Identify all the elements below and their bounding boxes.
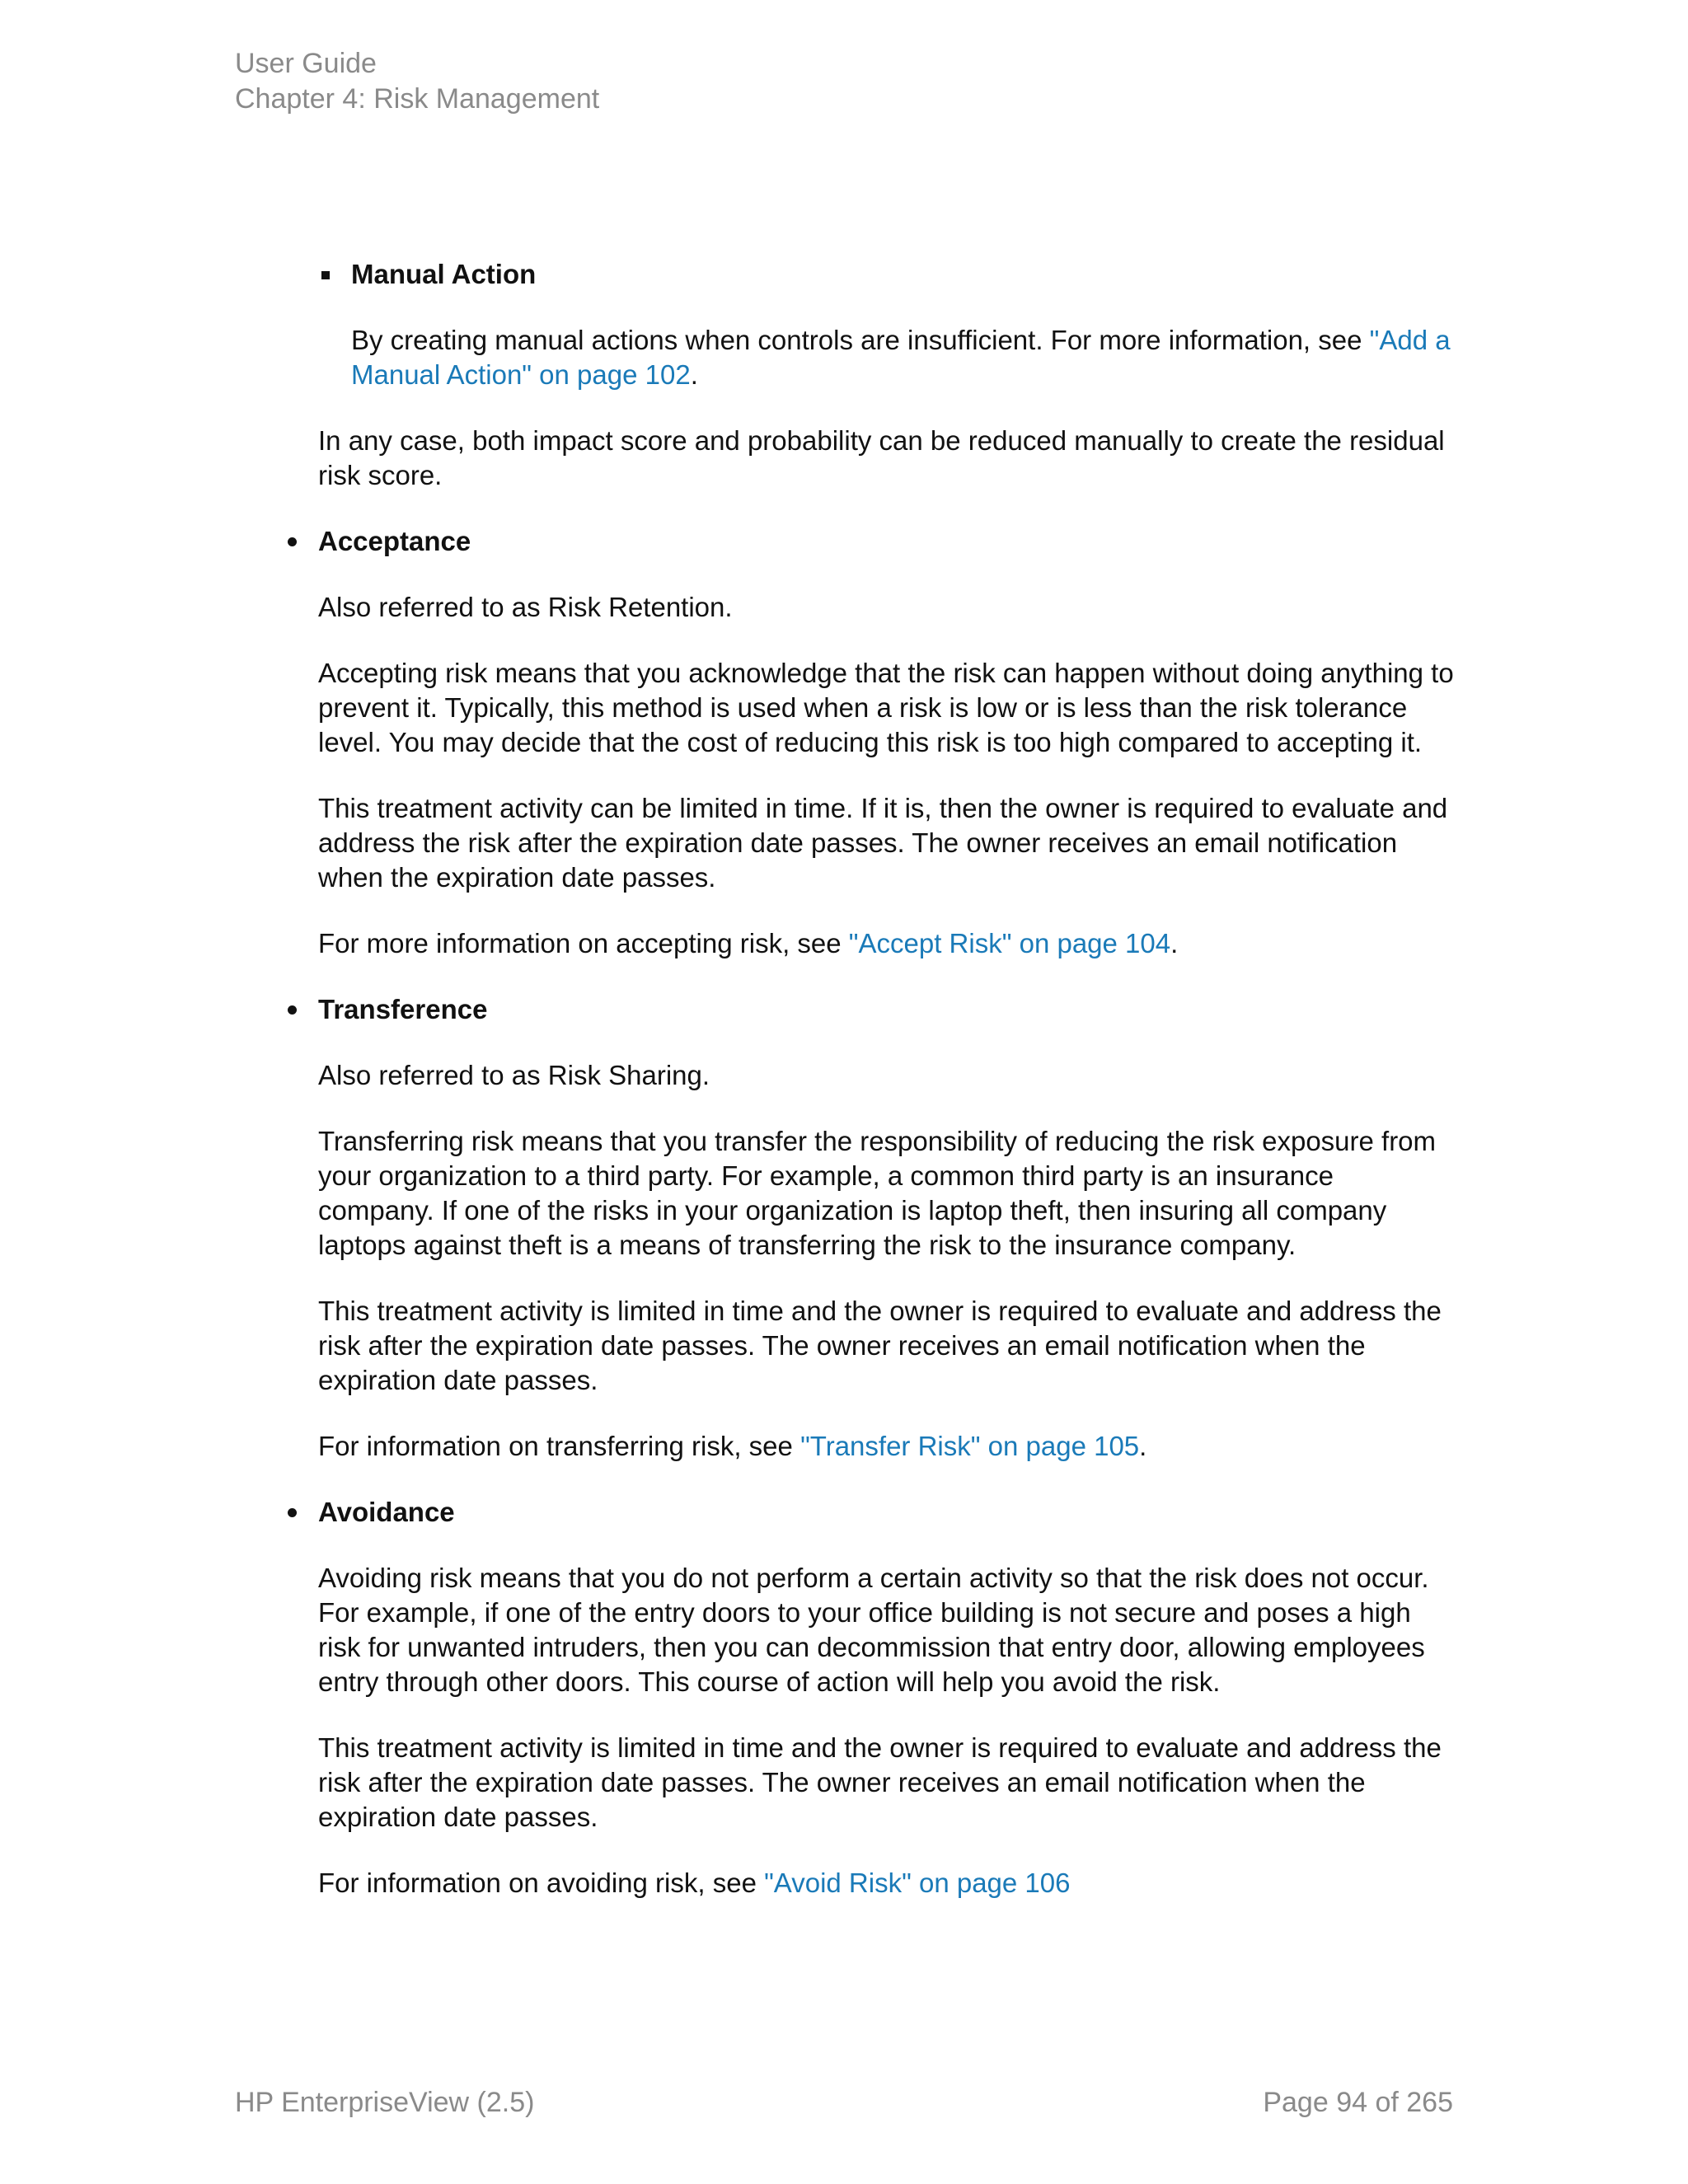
transference-heading: Transference [318,992,1456,1027]
transference-paragraph-3: This treatment activity is limited in time and the owner is required to evaluate and address the risk after the expiration date passes. The owner receives an email notification when the expiration date passes. [318,1296,1442,1395]
transference-paragraph-4: For information on transferring risk, see "Transfer Risk" on page 105. [318,1431,1147,1461]
manual-action-heading: Manual Action [351,257,1456,292]
transference-paragraph-2: Transferring risk means that you transfer the responsibility of reducing the risk exposure from your organization to a third party. For example, a common third party is an insurance company. If one of the risks in your organization is laptop theft, then insuring all company laptops against theft is a means of transferring the risk to the insurance company. [318,1126,1437,1260]
avoidance-paragraph-1: Avoiding risk means that you do not perform a certain activity so that the risk does not occur. For example, if one of the entry doors to your office building is not secure and poses a high risk for unwanted intruders, then you can decommission that entry door, allowing employees entry through other doors. This course of action will help you avoid the risk. [318,1563,1429,1697]
footer-page-number: Page 94 of 265 [1263,2087,1453,2118]
avoidance-heading: Avoidance [318,1495,1456,1530]
acceptance-paragraph-1: Also referred to as Risk Retention. [318,592,733,622]
avoid-risk-link[interactable]: "Avoid Risk" on page 106 [764,1868,1071,1898]
manual-action-text: By creating manual actions when controls are insufficient. For more information, see "Add a Manual Action" on page 102. [351,325,1451,390]
round-bullet-icon [288,1508,297,1517]
square-bullet-icon [321,271,330,279]
acceptance-paragraph-2: Accepting risk means that you acknowledge that the risk can happen without doing anything to prevent it. Typically, this method is used when a risk is low or is less than the risk tolerance level. You may decide that the cost of reducing this risk is too high compared to accepting it. [318,658,1454,757]
acceptance-heading: Acceptance [318,524,1456,559]
header-guide-title: User Guide [235,48,377,79]
acceptance-paragraph-4: For more information on accepting risk, see "Accept Risk" on page 104. [318,928,1179,958]
header-chapter-title: Chapter 4: Risk Management [235,83,600,115]
any-case-paragraph: In any case, both impact score and probability can be reduced manually to create the residual risk score. [318,425,1445,490]
add-manual-action-link[interactable]: "Add a Manual Action" on page 102 [351,325,1451,390]
round-bullet-icon [288,1005,297,1015]
acceptance-paragraph-3: This treatment activity can be limited in time. If it is, then the owner is required to evaluate and address the risk after the expiration date passes. The owner receives an email notification when the expiration date passes. [318,793,1448,893]
round-bullet-icon [288,537,297,546]
transference-paragraph-1: Also referred to as Risk Sharing. [318,1060,710,1090]
page-header [235,46,599,117]
avoidance-paragraph-2: This treatment activity is limited in time and the owner is required to evaluate and address the risk after the expiration date passes. The owner receives an email notification when the expiration date passes. [318,1732,1442,1832]
document-body [318,257,1456,1932]
accept-risk-link[interactable]: "Accept Risk" on page 104 [848,928,1171,958]
transfer-risk-link[interactable]: "Transfer Risk" on page 105 [800,1431,1140,1461]
avoidance-paragraph-3: For information on avoiding risk, see "Avoid Risk" on page 106 [318,1868,1071,1898]
manual-action-section [351,257,1456,392]
footer-product: HP EnterpriseView (2.5) [235,2087,535,2118]
